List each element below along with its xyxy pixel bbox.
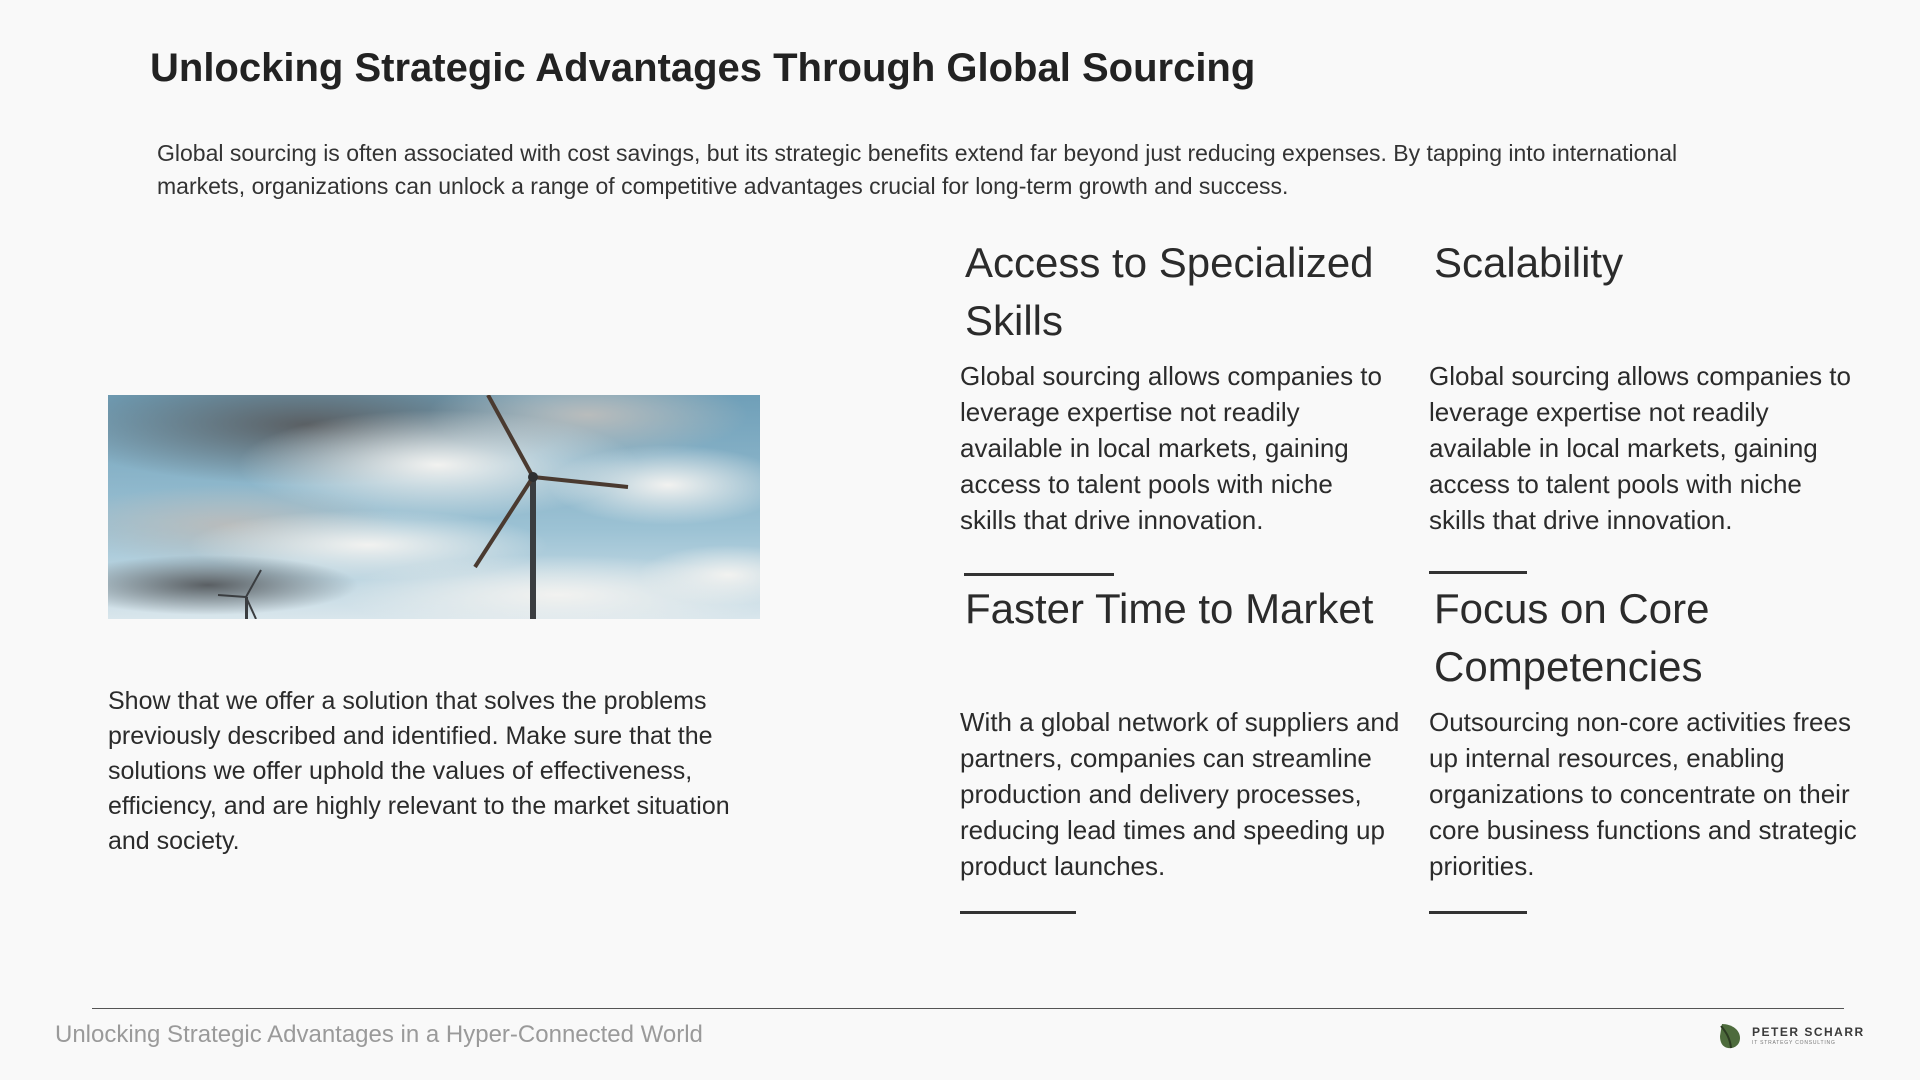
leaf-logo-icon <box>1718 1022 1744 1050</box>
intro-paragraph: Global sourcing is often associated with cost savings, but its strategic benefits extend far beyond just reducing expenses. By tapping into international markets, organizations can unlock a range of competitive advantages crucial for long-term growth and success. <box>157 140 1678 199</box>
card-divider-specialized-skills <box>964 573 1114 576</box>
card-divider-core-competencies <box>1429 911 1527 914</box>
card-title-specialized-skills: Access to Specialized Skills <box>965 239 1374 344</box>
page-title: Unlocking Strategic Advantages Through Global Sourcing <box>150 46 1256 90</box>
logo-name: PETER SCHARR <box>1752 1025 1865 1039</box>
solution-note: Show that we offer a solution that solves the problems previously described and identified. Make sure that the solutions we offer uphold the values of effectiveness, efficiency, and are highly relevant to the market situation and society. <box>108 687 730 855</box>
card-divider-scalability <box>1429 571 1527 574</box>
card-title-scalability: Scalability <box>1434 239 1624 286</box>
card-body-faster-time-to-market: With a global network of suppliers and partners, companies can streamline production and delivery processes, reducing lead times and speeding up product launches. <box>960 707 1400 881</box>
card-divider-faster-time-to-market <box>960 911 1076 914</box>
footer-caption: Unlocking Strategic Advantages in a Hyper-Connected World <box>55 1021 703 1048</box>
wind-turbine-photo <box>108 395 760 619</box>
card-title-core-competencies: Focus on Core Competencies <box>1434 585 1710 690</box>
footer-divider <box>92 1008 1844 1009</box>
card-body-core-competencies: Outsourcing non-core activities frees up internal resources, enabling organizations to concentrate on their core business functions and strategic priorities. <box>1429 707 1857 881</box>
logo-subtitle: IT STRATEGY CONSULTING <box>1752 1040 1836 1046</box>
card-title-faster-time-to-market: Faster Time to Market <box>965 585 1374 632</box>
card-body-scalability: Global sourcing allows companies to leverage expertise not readily available in local markets, gaining access to talent pools with niche skills that drive innovation. <box>1429 361 1851 535</box>
card-body-specialized-skills: Global sourcing allows companies to leverage expertise not readily available in local markets, gaining access to talent pools with niche skills that drive innovation. <box>960 361 1382 535</box>
company-logo <box>1718 1021 1868 1051</box>
